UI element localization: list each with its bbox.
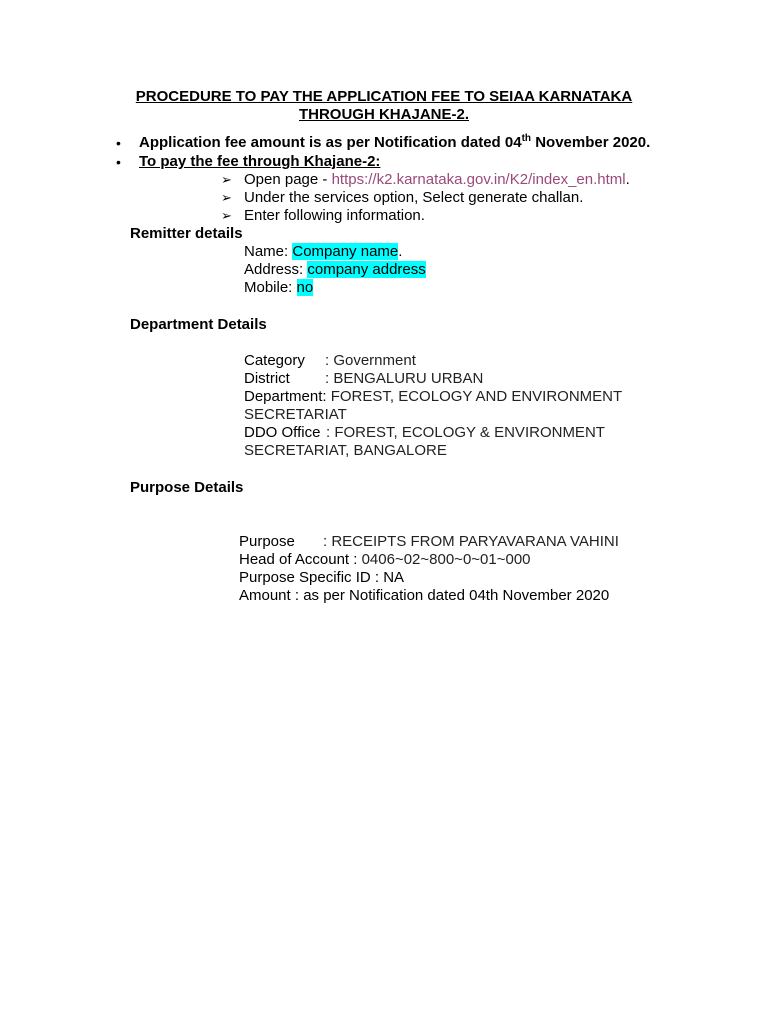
purpose-specific-id: Purpose Specific ID : NA xyxy=(239,569,405,586)
remitter-address-label: Address: xyxy=(244,261,308,278)
purpose-amount: Amount : as per Notification dated 04th November 2020 xyxy=(239,587,610,604)
dept-district-value: : BENGALURU URBAN xyxy=(325,370,484,387)
remitter-name-value: Company name xyxy=(292,243,399,260)
remitter-mobile-label: Mobile: xyxy=(244,279,297,296)
remitter-address-value: company address xyxy=(307,261,426,278)
remitter-name-label: Name: xyxy=(244,243,293,260)
remitter-address-row xyxy=(244,261,426,279)
arrow-bullet-icon: ➢ xyxy=(221,208,232,223)
step-open-page-text: Open page - xyxy=(244,171,332,188)
department-heading: Department Details xyxy=(130,316,267,333)
head-of-account-row xyxy=(239,551,531,569)
dept-ddo-value: : FOREST, ECOLOGY & ENVIRONMENT xyxy=(326,424,605,441)
dept-department-value: FOREST, ECOLOGY AND ENVIRONMENT xyxy=(326,388,623,405)
dept-ddo-label: DDO Office xyxy=(244,424,321,441)
dept-category-value: : Government xyxy=(325,352,416,369)
bullet-pay-khajane: To pay the fee through Khajane-2: xyxy=(139,153,381,170)
bullet-fee-text: Application fee amount is as per Notification dated 04 xyxy=(139,134,522,151)
bullet-fee-sup: th xyxy=(521,133,532,144)
bullet-fee-text-end: November 2020. xyxy=(531,134,651,151)
khajane-link[interactable]: https://k2.karnataka.gov.in/K2/index_en.html xyxy=(331,171,626,188)
remitter-mobile-value: no xyxy=(296,279,314,296)
dept-ddo-value-line2: SECRETARIAT, BANGALORE xyxy=(244,442,447,459)
dept-department-row xyxy=(244,388,622,406)
purpose-label: Purpose xyxy=(239,533,295,550)
arrow-bullet-icon: ➢ xyxy=(221,172,232,187)
remitter-mobile-row xyxy=(244,279,313,297)
dept-district-label: District xyxy=(244,370,290,387)
dept-department-label: Department: xyxy=(244,388,327,405)
purpose-value: : RECEIPTS FROM PARYAVARANA VAHINI xyxy=(323,533,619,550)
step-generate-challan: Under the services option, Select generate challan. xyxy=(244,189,584,206)
bullet-icon: • xyxy=(116,135,121,151)
purpose-heading: Purpose Details xyxy=(130,479,244,496)
remitter-name-row xyxy=(244,243,402,261)
dept-department-value-line2: SECRETARIAT xyxy=(244,406,347,423)
bullet-icon: • xyxy=(116,154,121,170)
arrow-bullet-icon: ➢ xyxy=(221,190,232,205)
bullet-fee-notification xyxy=(139,134,650,152)
step-enter-info: Enter following information. xyxy=(244,207,425,224)
step-open-page-end: . xyxy=(625,171,630,188)
remitter-heading: Remitter details xyxy=(130,225,243,242)
document-title-line1: PROCEDURE TO PAY THE APPLICATION FEE TO SEIAA KARNATAKA xyxy=(135,88,633,105)
head-of-account-label: Head of Account : xyxy=(239,551,362,568)
step-open-page xyxy=(244,171,630,189)
dept-category-label: Category xyxy=(244,352,305,369)
head-of-account-value: 0406~02~800~0~01~000 xyxy=(361,551,531,568)
remitter-name-end: . xyxy=(398,243,403,260)
document-title-line2: THROUGH KHAJANE-2. xyxy=(298,106,469,123)
